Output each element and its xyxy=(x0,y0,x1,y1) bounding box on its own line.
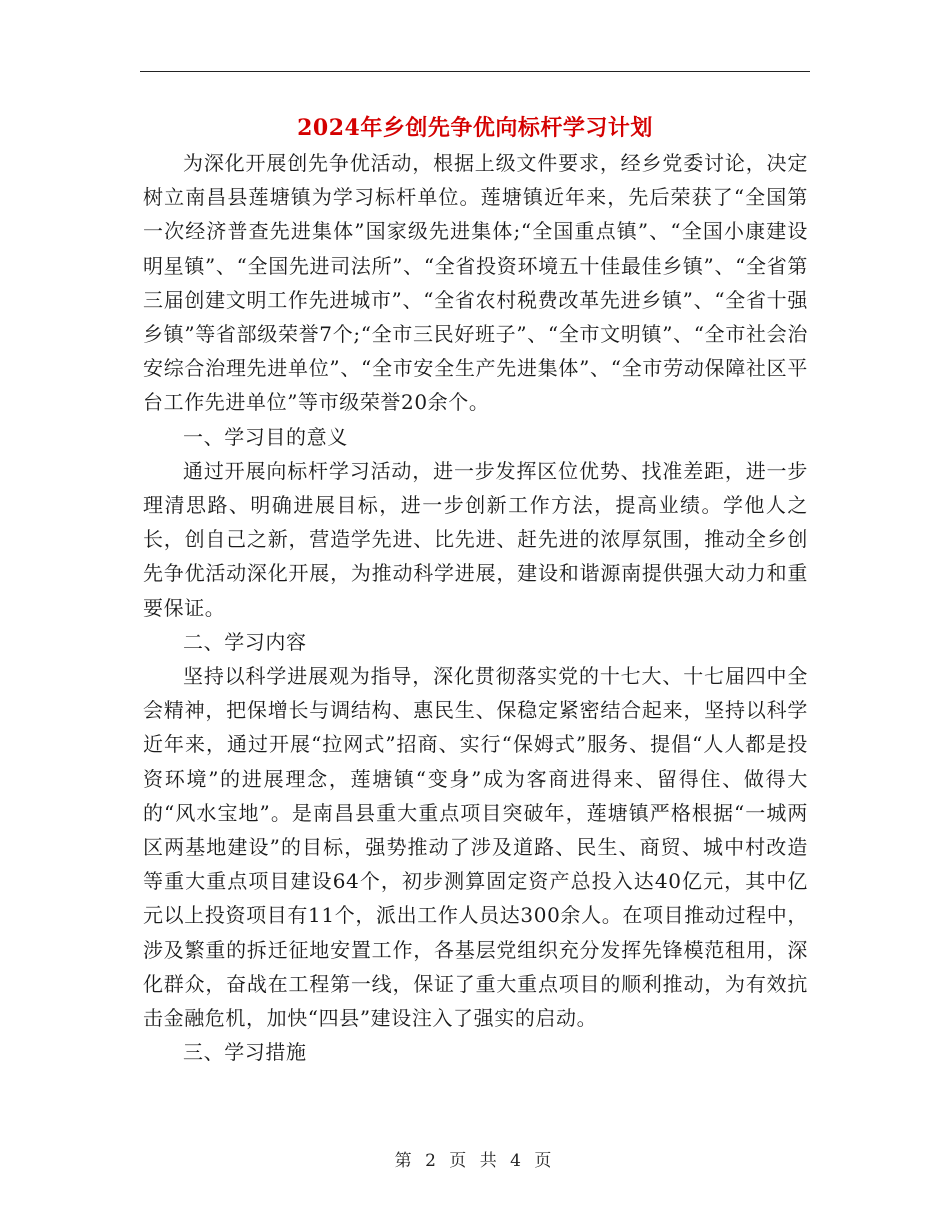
section-heading-purpose: 一、学习目的意义 xyxy=(183,424,348,449)
paragraph-content: 坚持以科学进展观为指导，深化贯彻落实党的十七大、十七届四中全会精神，把保增长与调结构、惠民生、保稳定紧密结合起来，坚持以科学近年来，通过开展“拉网式”招商、实行“保姆式”服务、提倡“人人都是投资环境”的进展理念，莲塘镇“变身”成为客商进得来、留得住、做得大的“风水宝地”。是南昌县重大重点项目突破年，莲塘镇严格根据“一城两区两基地建设”的目标，强势推动了涉及道路、民生、商贸、城中村改造等重大重点项目建设64个，初步测算固定资产总投入达40亿元，其中亿元以上投资项目有11个，派出工作人员达300余人。在项目推动过程中，涉及繁重的拆迁征地安置工作，各基层党组织充分发挥先锋模范租用，深化群众，奋战在工程第一线，保证了重大重点项目的顺利推动，为有效抗击金融危机，加快“四县”建设注入了强实的启动。 xyxy=(143,664,808,1031)
document-body xyxy=(143,146,808,1069)
section-heading-measures: 三、学习措施 xyxy=(183,1040,307,1065)
section-heading-content: 二、学习内容 xyxy=(183,629,307,654)
paragraph-purpose: 通过开展向标杆学习活动，进一步发挥区位优势、找准差距，进一步理清思路、明确进展目标，进一步创新工作方法，提高业绩。学他人之长，创自己之新，营造学先进、比先进、赶先进的浓厚氛围，推动全乡创先争优活动深化开展，为推动科学进展，建设和谐源南提供强大动力和重要保证。 xyxy=(143,458,808,620)
header-rule xyxy=(140,71,810,72)
paragraph-intro: 为深化开展创先争优活动，根据上级文件要求，经乡党委讨论，决定树立南昌县莲塘镇为学习标杆单位。莲塘镇近年来，先后荣获了“全国第一次经济普查先进集体”国家级先进集体;“全国重点镇”、“全国小康建设明星镇”、“全国先进司法所”、“全省投资环境五十佳最佳乡镇”、“全省第三届创建文明工作先进城市”、“全省农村税费改革先进乡镇”、“全省十强乡镇”等省部级荣誉7个;“全市三民好班子”、“全市文明镇”、“全市社会治安综合治理先进单位”、“全市安全生产先进集体”、“全市劳动保障社区平台工作先进单位”等市级荣誉20余个。 xyxy=(143,151,808,415)
document-title: 2024年乡创先争优向标杆学习计划 xyxy=(297,115,653,141)
page-number-footer: 第 2 页 共 4 页 xyxy=(394,1151,556,1171)
